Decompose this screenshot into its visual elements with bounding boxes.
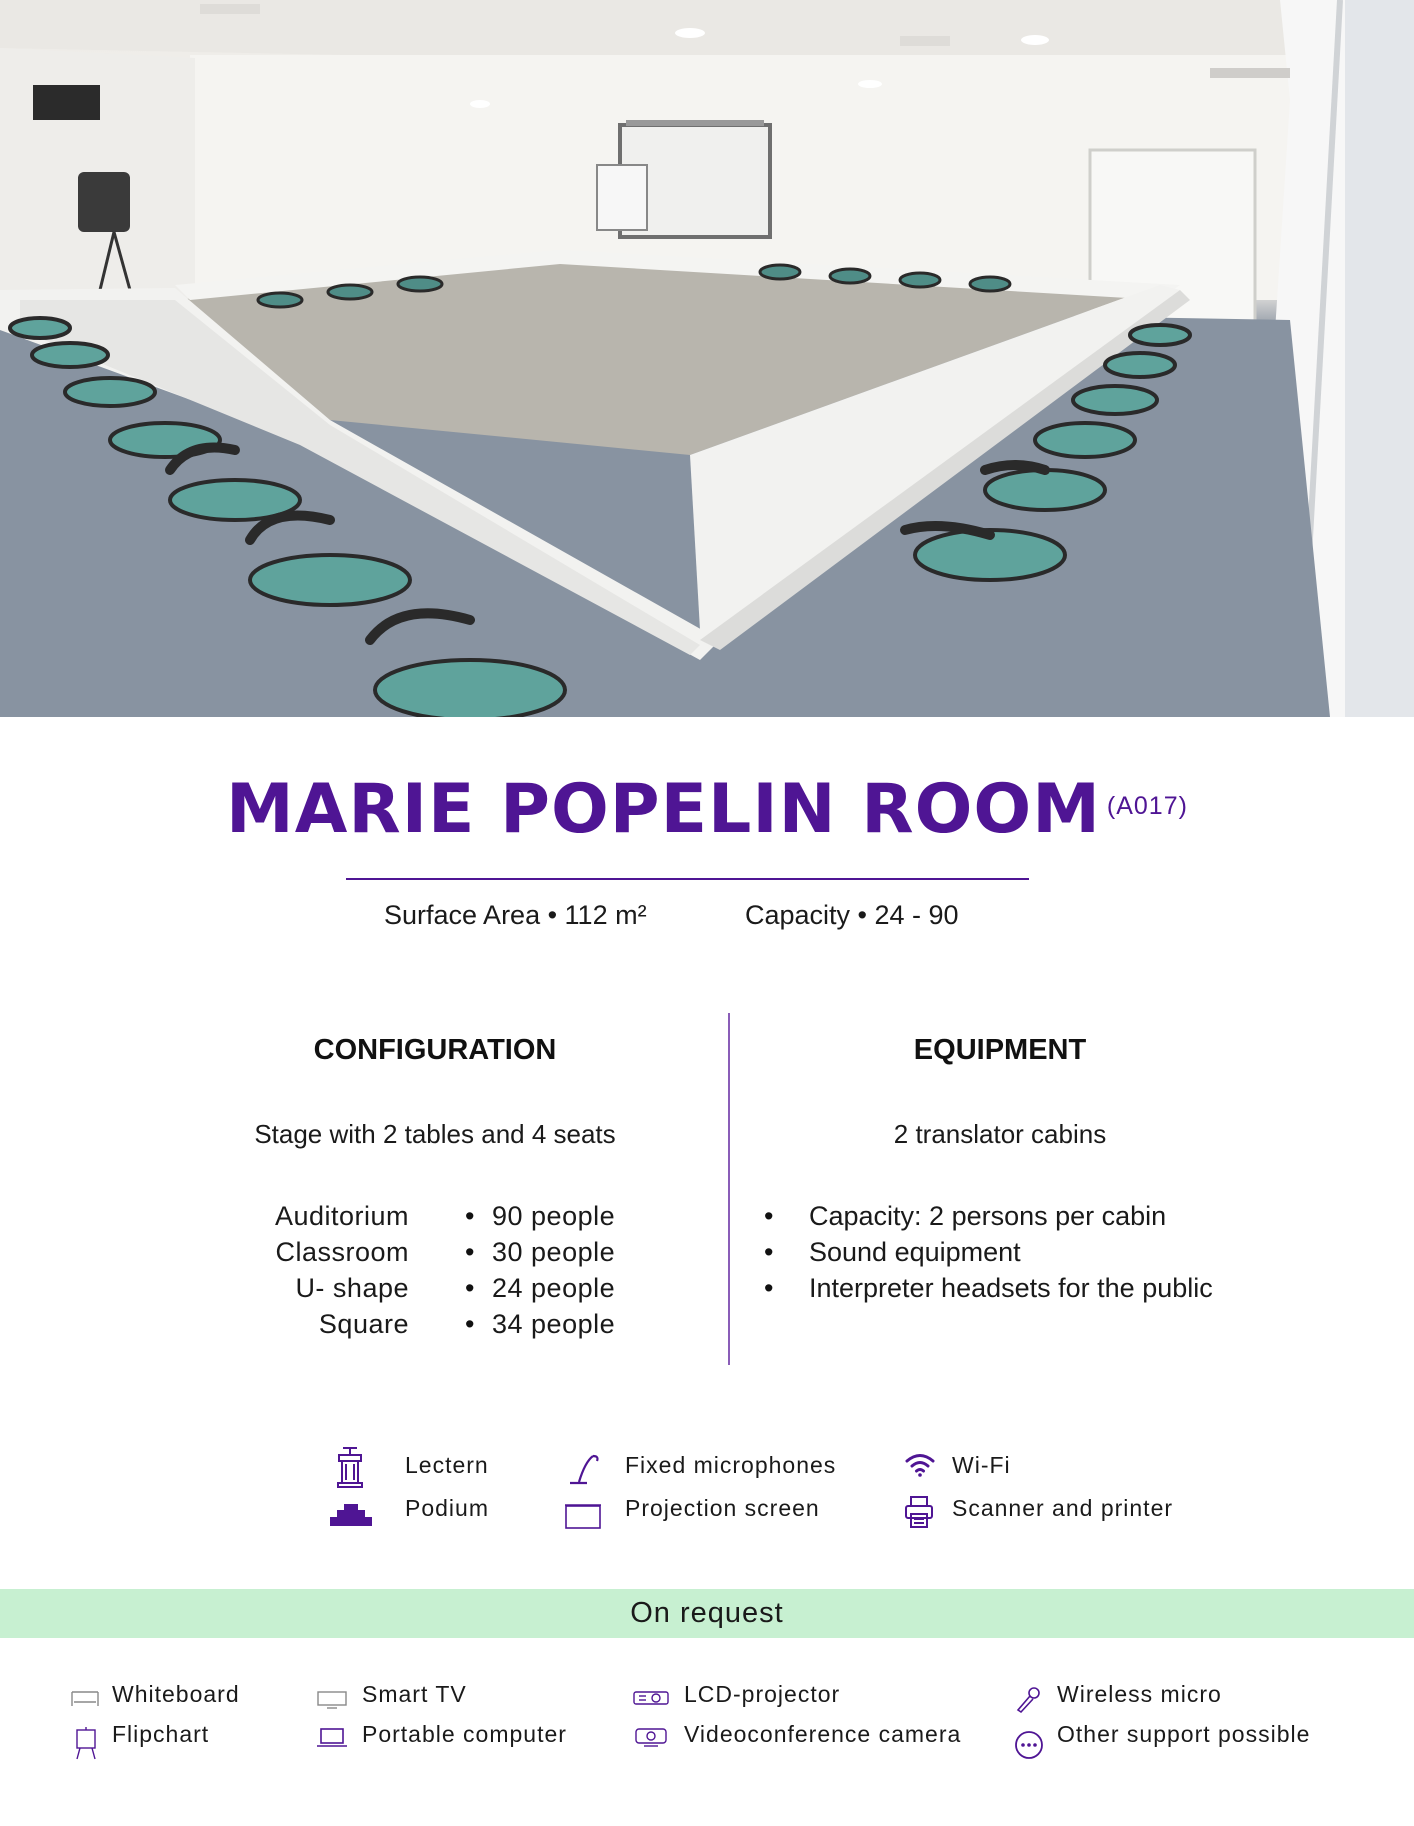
projection-screen-icon (565, 1503, 601, 1529)
layout-name: Auditorium (274, 1201, 409, 1231)
translator-cabins: 2 translator cabins (893, 1119, 1107, 1149)
microphone-icon (567, 1452, 601, 1486)
smart-tv-label: Smart TV (362, 1681, 467, 1707)
equipment-item: • Interpreter headsets for the public (764, 1270, 1213, 1306)
layout-capacities (465, 1198, 615, 1342)
whiteboard-icon (70, 1688, 100, 1708)
layout-capacity: • 90 people (465, 1198, 615, 1234)
smart-tv-icon (316, 1690, 348, 1710)
layout-capacity: • 34 people (465, 1306, 615, 1342)
other-support-label: Other support possible (1057, 1721, 1311, 1747)
projection-screen-label: Projection screen (625, 1495, 820, 1521)
podium-label: Podium (405, 1495, 489, 1521)
equipment-item: • Capacity: 2 persons per cabin (764, 1198, 1213, 1234)
lectern-label: Lectern (405, 1452, 489, 1478)
flipchart-icon (74, 1726, 98, 1760)
title-row (0, 770, 1414, 849)
fixed-microphones-label: Fixed microphones (625, 1452, 837, 1478)
equipment-list (764, 1198, 1213, 1306)
wifi-label: Wi-Fi (952, 1452, 1011, 1478)
layout-name: U- shape (295, 1273, 409, 1303)
layout-capacity: • 24 people (465, 1270, 615, 1306)
lcd-projector-label: LCD-projector (684, 1681, 841, 1707)
more-options-icon (1014, 1730, 1044, 1760)
layout-names (275, 1198, 409, 1342)
videoconference-camera-label: Videoconference camera (684, 1721, 962, 1747)
capacity: Capacity • 24 - 90 (745, 900, 959, 930)
wifi-icon (904, 1452, 936, 1478)
equipment-heading: EQUIPMENT (913, 1034, 1087, 1066)
layout-name: Square (318, 1309, 409, 1339)
camera-icon (632, 1726, 670, 1750)
configuration-heading: CONFIGURATION (313, 1034, 557, 1066)
flipchart-label: Flipchart (112, 1721, 210, 1747)
scanner-printer-label: Scanner and printer (952, 1495, 1174, 1521)
printer-icon (904, 1495, 934, 1529)
page-title: MARIE POPELIN ROOM (226, 770, 1101, 849)
surface-area: Surface Area • 112 m² (384, 900, 647, 930)
on-request-heading: On request (630, 1597, 784, 1629)
stage-description: Stage with 2 tables and 4 seats (254, 1119, 616, 1149)
room-photo (0, 0, 1414, 717)
lectern-icon (335, 1446, 365, 1488)
podium-icon (330, 1504, 372, 1526)
wireless-micro-label: Wireless micro (1057, 1681, 1222, 1707)
layout-capacity: • 30 people (465, 1234, 615, 1270)
projector-icon (632, 1688, 670, 1708)
laptop-icon (316, 1726, 348, 1750)
title-divider (346, 878, 1029, 880)
portable-computer-label: Portable computer (362, 1721, 567, 1747)
room-code: (A017) (1106, 792, 1188, 820)
whiteboard-label: Whiteboard (112, 1681, 240, 1707)
equipment-item: • Sound equipment (764, 1234, 1213, 1270)
wireless-mic-icon (1013, 1684, 1043, 1714)
layout-name: Classroom (275, 1237, 409, 1267)
column-divider (728, 1013, 730, 1365)
